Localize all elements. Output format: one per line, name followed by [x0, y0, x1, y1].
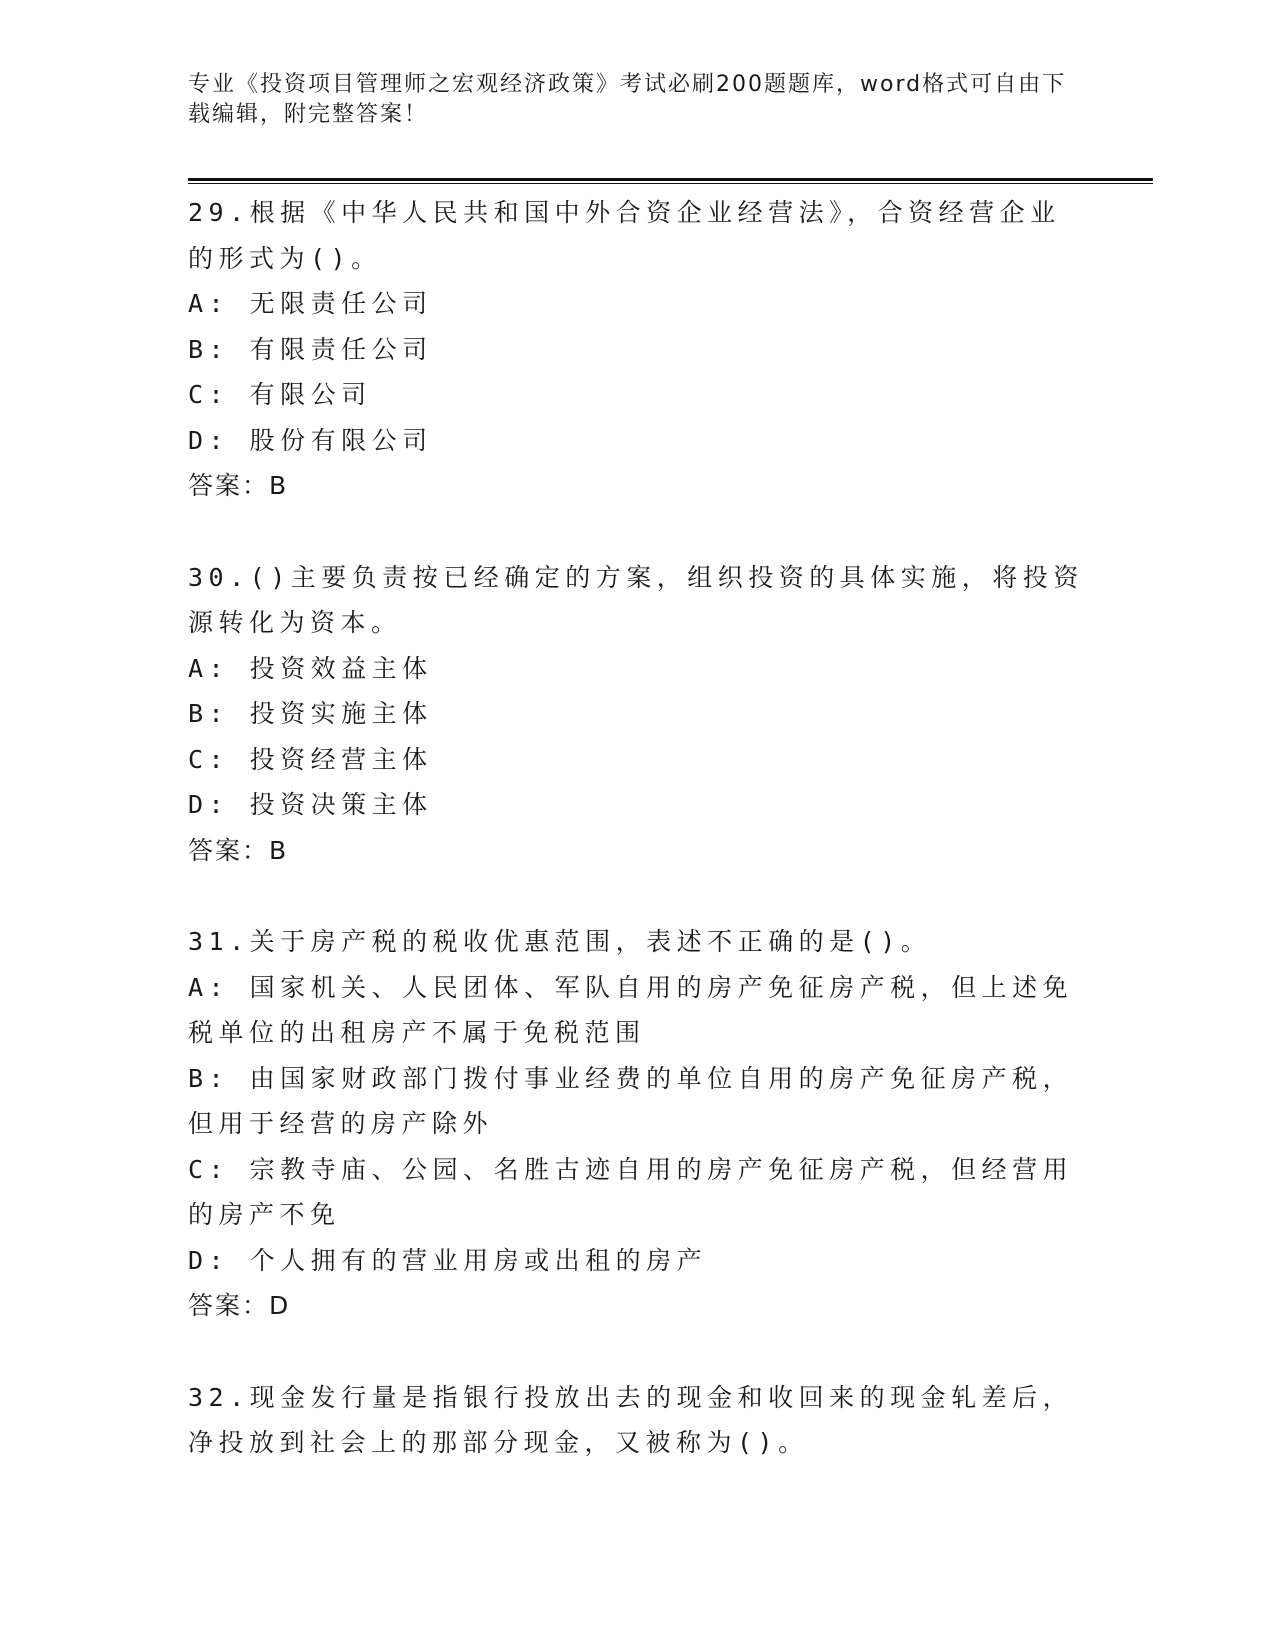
option-a: A: 无限责任公司 — [188, 289, 433, 318]
option-c: C: 宗教寺庙、公园、名胜古迹自用的房产免征房产税，但经营用的房产不免 — [188, 1154, 1074, 1229]
option-b: B: 投资实施主体 — [188, 699, 433, 728]
question-list — [188, 190, 1088, 1466]
question-32 — [188, 1375, 1088, 1466]
header-divider — [188, 178, 1153, 184]
question-30 — [188, 555, 1088, 874]
question-31 — [188, 919, 1088, 1329]
option-d: D: 个人拥有的营业用房或出租的房产 — [188, 1245, 708, 1275]
answer: 答案：B — [188, 835, 289, 865]
answer: 答案：B — [188, 471, 289, 500]
question-29 — [188, 190, 1088, 509]
document-header — [188, 70, 1108, 130]
option-b: B: 由国家财政部门拨付事业经费的单位自用的房产免征房产税，但用于经营的房产除外 — [188, 1063, 1074, 1138]
option-c: C: 有限公司 — [188, 380, 372, 409]
option-c: C: 投资经营主体 — [188, 744, 433, 774]
option-d: D: 投资决策主体 — [188, 790, 433, 819]
question-stem: 32.现金发行量是指银行投放出去的现金和收回来的现金轧差后，净投放到社会上的那部分现金，又被称为()。 — [188, 1382, 1074, 1457]
option-a: A: 投资效益主体 — [188, 653, 433, 683]
option-b: B: 有限责任公司 — [188, 334, 433, 364]
question-stem: 30.()主要负责按已经确定的方案，组织投资的具体实施，将投资源转化为资本。 — [188, 562, 1084, 637]
option-d: D: 股份有限公司 — [188, 425, 433, 455]
option-a: A: 国家机关、人民团体、军队自用的房产免征房产税，但上述免税单位的出租房产不属于免税范围 — [188, 972, 1074, 1047]
answer: 答案：D — [188, 1291, 291, 1320]
question-stem: 31.关于房产税的税收优惠范围，表述不正确的是()。 — [188, 927, 932, 956]
header-text: 专业《投资项目管理师之宏观经济政策》考试必刷200题题库，word格式可自由下载编辑，附完整答案！ — [188, 72, 1067, 127]
question-stem: 29.根据《中华人民共和国中外合资企业经营法》，合资经营企业的形式为()。 — [188, 198, 1061, 273]
